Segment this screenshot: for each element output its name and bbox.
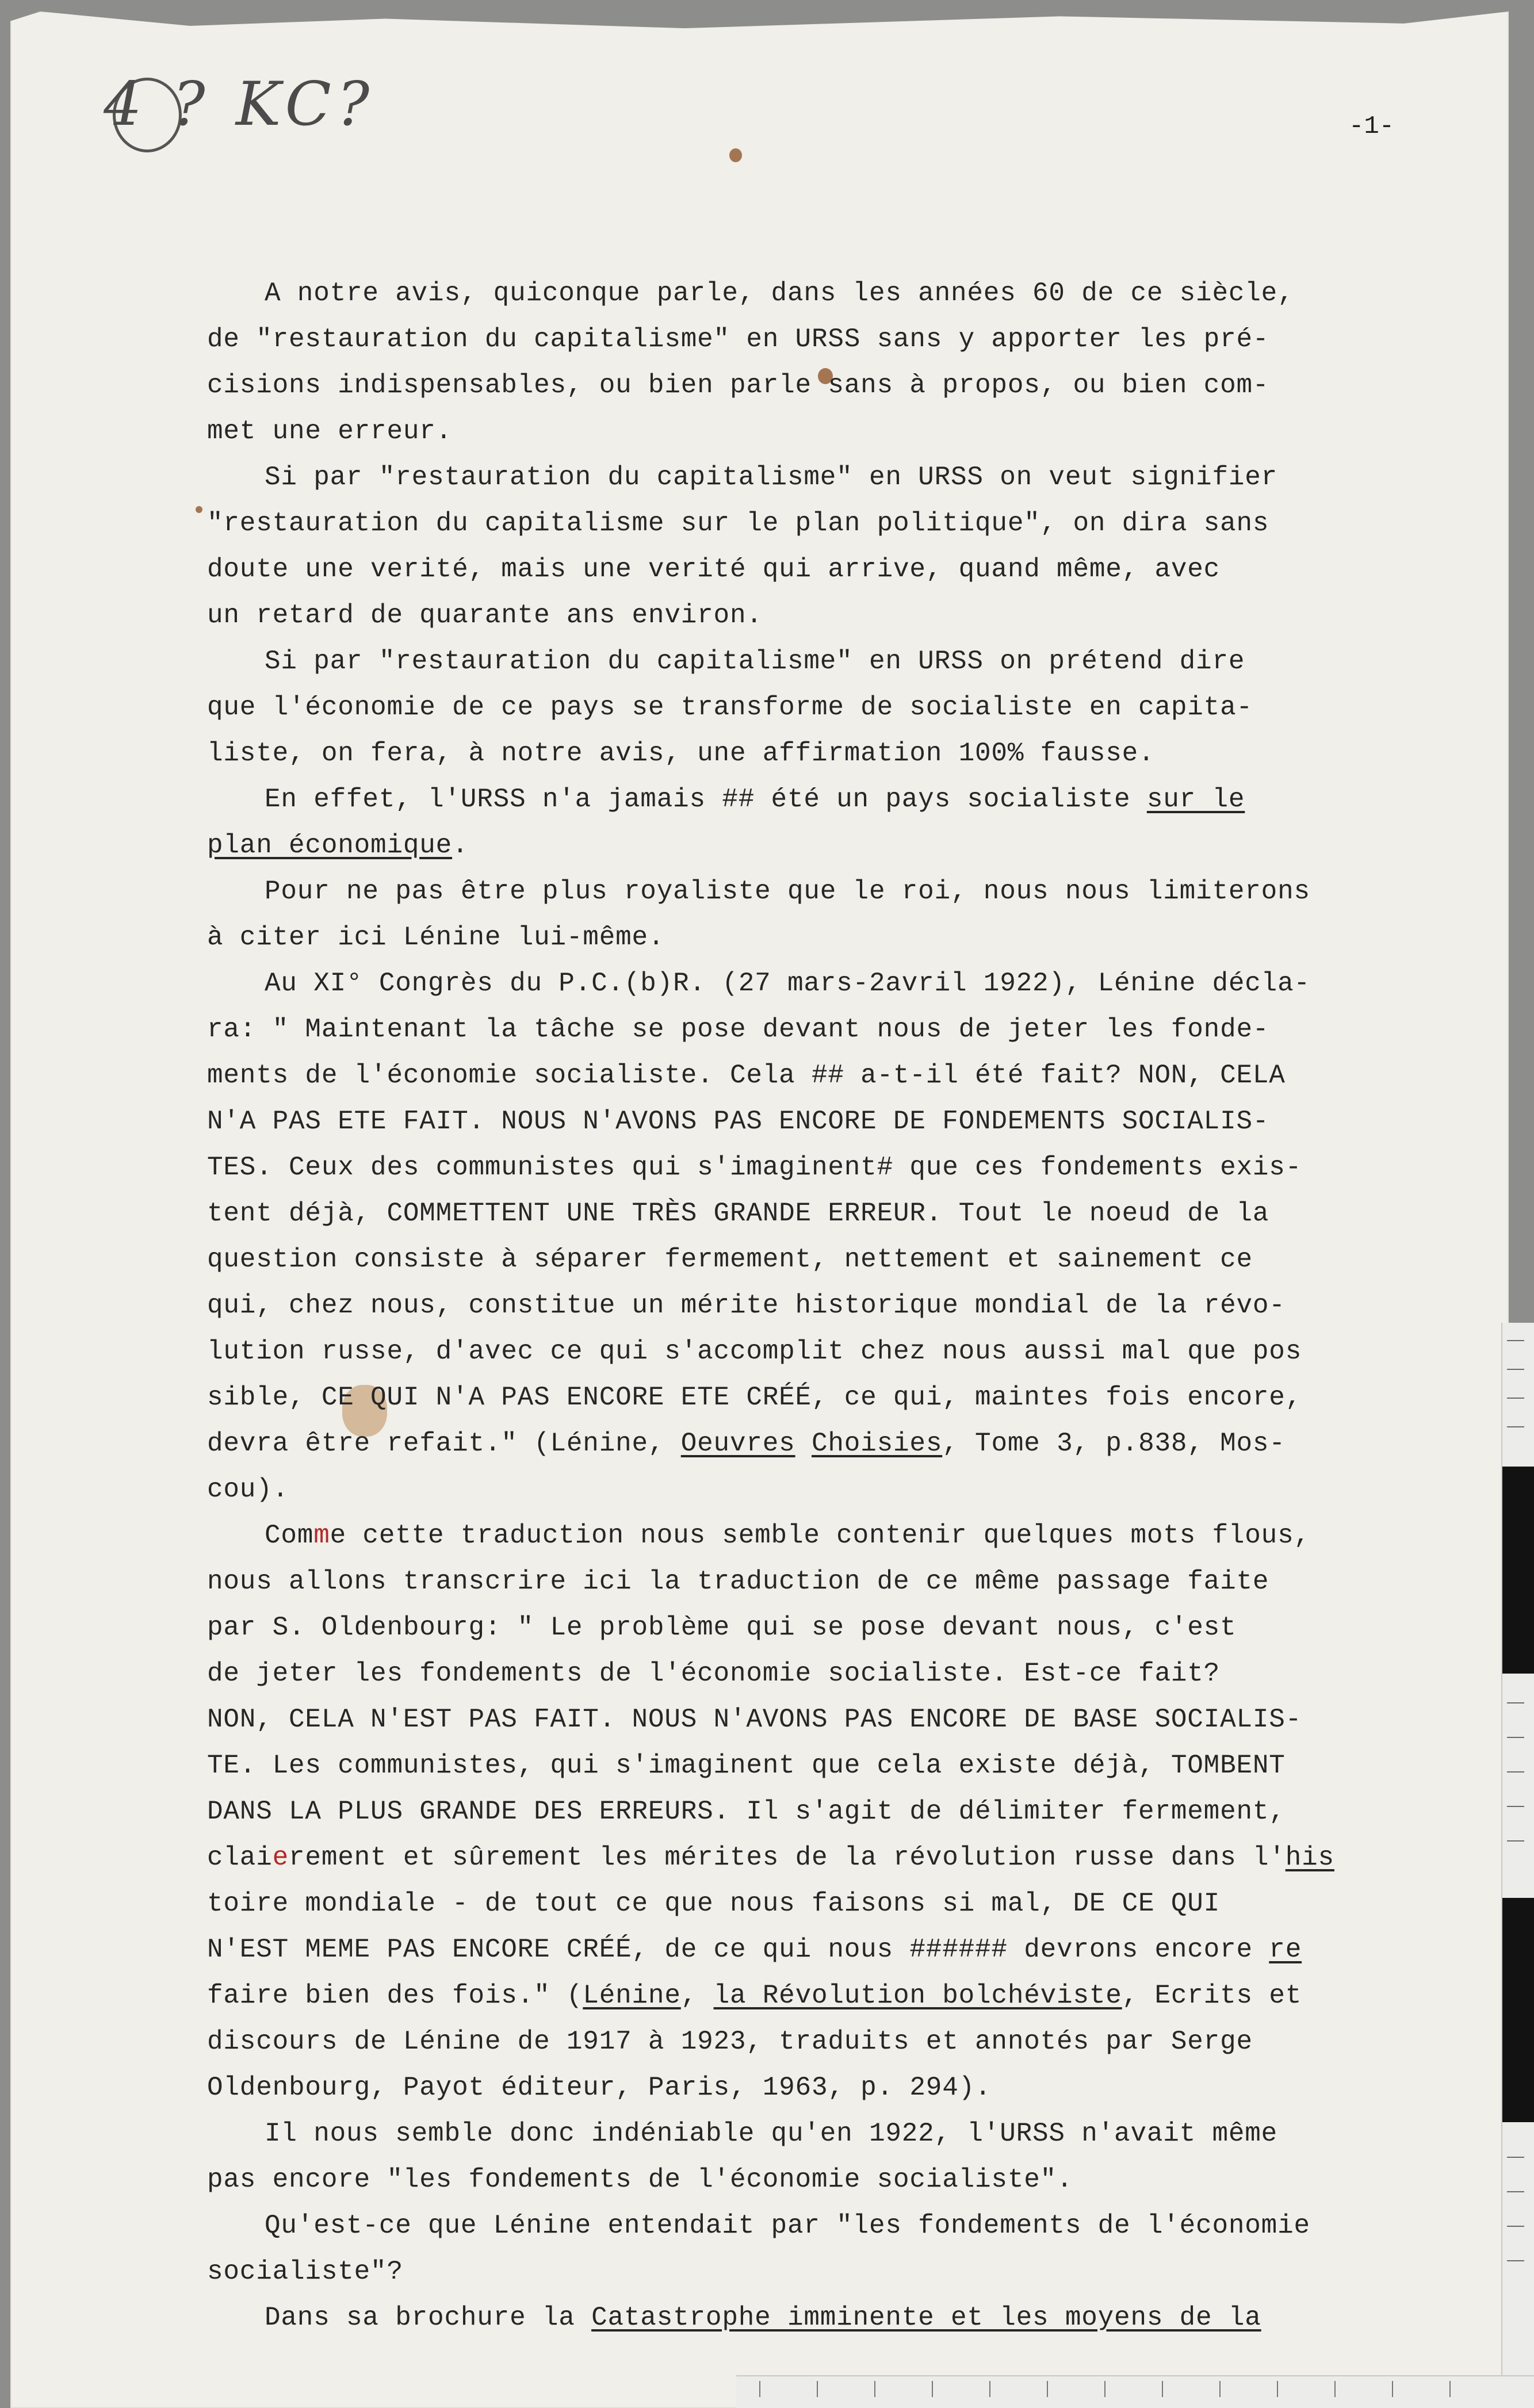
- text-line: DANS LA PLUS GRANDE DES ERREURS. Il s'agit de délimiter fermement,: [207, 1797, 1286, 1827]
- text-line: un retard de quarante ans environ.: [207, 600, 763, 630]
- text-line: faire bien des fois." (Lénine, la Révolution bolchéviste, Ecrits et: [207, 1981, 1302, 2011]
- text-line: Il nous semble donc indéniable qu'en 1922, l'URSS n'avait même: [265, 2119, 1278, 2149]
- text-line: tent déjà, COMMETTENT UNE TRÈS GRANDE ERREUR. Tout le noeud de la: [207, 1199, 1269, 1228]
- text-line: cou).: [207, 1475, 289, 1504]
- ruler-tick: [1507, 1737, 1524, 1738]
- text-segment: clai: [207, 1843, 273, 1873]
- text-line: discours de Lénine de 1917 à 1923, traduits et annotés par Serge: [207, 2027, 1253, 2057]
- text-line: toire mondiale - de tout ce que nous faisons si mal, DE CE QUI: [207, 1889, 1221, 1919]
- handwritten-correction: m: [313, 1521, 330, 1551]
- text-line: qui, chez nous, constitue un mérite historique mondial de la révo-: [207, 1291, 1286, 1320]
- ruler-tick: [1392, 2381, 1393, 2397]
- text-line: de "restauration du capitalisme" en URSS sans y apporter les pré-: [207, 324, 1269, 354]
- text-line: TE. Les communistes, qui s'imaginent que cela existe déjà, TOMBENT: [207, 1751, 1286, 1781]
- text-segment: rement et sûrement les mérites de la révolution russe dans l': [289, 1843, 1286, 1873]
- ruler-tick: [1507, 1426, 1524, 1427]
- ruler-tick: [1334, 2381, 1336, 2397]
- handwritten-annotation: [104, 69, 375, 139]
- text-line: cisions indispensables, ou bien parle sans à propos, ou bien com-: [207, 370, 1269, 400]
- text-line: [207, 1835, 1478, 1881]
- text-line: [207, 776, 1478, 822]
- text-line: [207, 1927, 1478, 1973]
- underlined-text: sur le: [1146, 784, 1245, 814]
- page-number: -1-: [1349, 112, 1395, 141]
- text-line: NON, CELA N'EST PAS FAIT. NOUS N'AVONS PAS ENCORE DE BASE SOCIALIS-: [207, 1705, 1302, 1735]
- text-line: doute une verité, mais une verité qui arrive, quand même, avec: [207, 554, 1221, 584]
- text-line: à citer ici Lénine lui-même.: [207, 922, 665, 952]
- underlined-text: Oeuvres: [680, 1429, 795, 1458]
- ruler-tick: [1219, 2381, 1221, 2397]
- text-line: [207, 2295, 1478, 2341]
- text-line: N'A PAS ETE FAIT. NOUS N'AVONS PAS ENCORE DE FONDEMENTS SOCIALIS-: [207, 1107, 1269, 1136]
- text-segment: .: [452, 830, 469, 860]
- ink-spot: [196, 506, 202, 513]
- typed-text-block: [207, 270, 1478, 2341]
- text-segment: devra être refait." (Lénine,: [207, 1429, 681, 1458]
- ink-spot: [729, 148, 742, 162]
- ruler-tick: [1507, 1340, 1524, 1341]
- text-line: sible, CE QUI N'A PAS ENCORE ETE CRÉÉ, ce qui, maintes fois encore,: [207, 1383, 1302, 1412]
- ruler-tick: [1277, 2381, 1278, 2397]
- ruler-tick: [1507, 2226, 1524, 2227]
- underlined-text: Lénine: [583, 1981, 681, 2011]
- text-line: met une erreur.: [207, 416, 453, 446]
- ruler-tick: [1507, 1840, 1524, 1842]
- text-line: ra: " Maintenant la tâche se pose devant nous de jeter les fonde-: [207, 1015, 1269, 1044]
- text-line: Si par "restauration du capitalisme" en URSS on prétend dire: [265, 646, 1245, 676]
- ruler-tick: [1507, 2191, 1524, 2192]
- ruler-tick: [874, 2381, 875, 2397]
- underlined-text: la Révolution bolchéviste: [713, 1981, 1122, 2011]
- underlined-text: plan économique: [207, 830, 453, 860]
- ruler-tick: [1507, 1702, 1524, 1703]
- ruler-tick: [759, 2381, 760, 2397]
- underlined-text: his: [1285, 1843, 1334, 1873]
- text-segment: En effet, l'URSS n'a jamais ## été un pays socialiste: [265, 784, 1147, 814]
- text-segment: Com: [265, 1521, 314, 1551]
- ruler-tick: [989, 2381, 990, 2397]
- ruler-tick: [1162, 2381, 1163, 2397]
- text-line: "restauration du capitalisme sur le plan politique", on dira sans: [207, 508, 1269, 538]
- ruler-block: [1502, 1898, 1534, 2122]
- handwritten-note: ? KC?: [173, 69, 376, 139]
- ruler-tick: [1507, 2157, 1524, 2158]
- text-segment: , Tome 3, p.838, Mos-: [942, 1429, 1286, 1458]
- ruler-block: [1502, 1467, 1534, 1674]
- text-line: [207, 822, 1478, 868]
- text-line: Au XI° Congrès du P.C.(b)R. (27 mars-2avril 1922), Lénine décla-: [265, 968, 1310, 998]
- text-line: par S. Oldenbourg: " Le problème qui se pose devant nous, c'est: [207, 1613, 1237, 1643]
- ruler-tick: [1449, 2381, 1451, 2397]
- ruler-tick: [1507, 1806, 1524, 1807]
- text-line: Si par "restauration du capitalisme" en URSS on veut signifier: [265, 462, 1278, 492]
- underlined-text: re: [1269, 1935, 1302, 1965]
- text-line: Pour ne pas être plus royaliste que le roi, nous nous limiterons: [265, 876, 1310, 906]
- text-line: [207, 1421, 1478, 1467]
- text-line: TES. Ceux des communistes qui s'imaginent# que ces fondements exis-: [207, 1153, 1302, 1182]
- text-line: Qu'est-ce que Lénine entendait par "les fondements de l'économie: [265, 2211, 1310, 2241]
- scan-ruler-bottom: [736, 2375, 1534, 2408]
- ruler-tick: [1047, 2381, 1048, 2397]
- handwritten-correction: e: [272, 1843, 289, 1873]
- text-line: lution russe, d'avec ce qui s'accomplit chez nous aussi mal que pos: [207, 1337, 1302, 1366]
- text-line: pas encore "les fondements de l'économie socialiste".: [207, 2165, 1073, 2195]
- ruler-tick: [932, 2381, 933, 2397]
- text-segment: faire bien des fois." (: [207, 1981, 583, 2011]
- circled-number: 4: [104, 69, 148, 139]
- scan-ruler-right: [1501, 1323, 1534, 2408]
- underlined-text: Catastrophe imminente et les moyens de la: [591, 2303, 1261, 2333]
- text-line: question consiste à séparer fermement, nettement et sainement ce: [207, 1245, 1253, 1274]
- ruler-tick: [1507, 2260, 1524, 2261]
- text-line: que l'économie de ce pays se transforme de socialiste en capita-: [207, 692, 1253, 722]
- ruler-tick: [1104, 2381, 1105, 2397]
- text-line: ments de l'économie socialiste. Cela ## a-t-il été fait? NON, CELA: [207, 1061, 1286, 1090]
- text-segment: e cette traduction nous semble contenir quelques mots flous,: [330, 1521, 1310, 1551]
- underlined-text: Choisies: [811, 1429, 943, 1458]
- text-line: Oldenbourg, Payot éditeur, Paris, 1963, p. 294).: [207, 2073, 992, 2103]
- ruler-tick: [1507, 1398, 1524, 1399]
- ruler-tick: [1507, 1771, 1524, 1772]
- text-segment: , Ecrits et: [1122, 1981, 1302, 2011]
- text-line: [207, 1513, 1478, 1559]
- text-segment: N'EST MEME PAS ENCORE CRÉÉ, de ce qui nous ###### devrons encore: [207, 1935, 1269, 1965]
- text-line: socialiste"?: [207, 2257, 403, 2287]
- ruler-tick: [1507, 1369, 1524, 1370]
- ruler-tick: [817, 2381, 818, 2397]
- text-segment: Dans sa brochure la: [265, 2303, 592, 2333]
- text-line: A notre avis, quiconque parle, dans les années 60 de ce siècle,: [265, 278, 1294, 308]
- text-line: liste, on fera, à notre avis, une affirmation 100% fausse.: [207, 738, 1155, 768]
- text-line: de jeter les fondements de l'économie socialiste. Est-ce fait?: [207, 1659, 1221, 1689]
- text-line: nous allons transcrire ici la traduction de ce même passage faite: [207, 1567, 1269, 1597]
